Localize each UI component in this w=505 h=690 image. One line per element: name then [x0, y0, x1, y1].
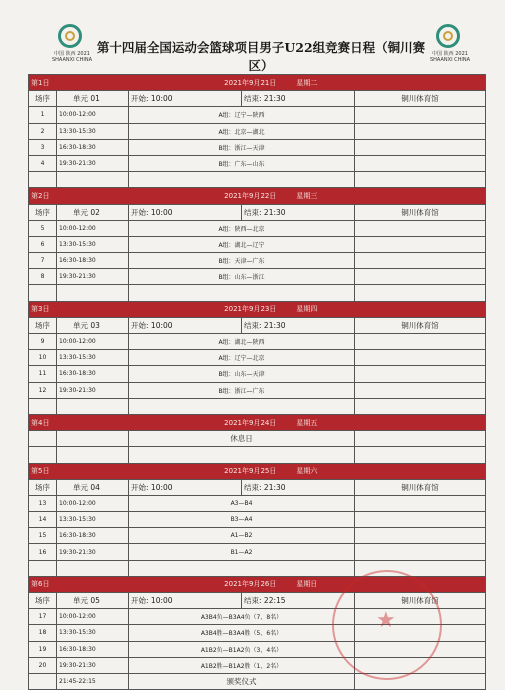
table-cell: B组：浙江—广东: [129, 382, 355, 398]
table-cell: A组：辽宁—陕西: [129, 107, 355, 123]
start-time: 开始: 10:00: [129, 317, 242, 333]
table-cell: B组：天津—广东: [129, 253, 355, 269]
table-cell: 13:30-15:30: [57, 123, 129, 139]
table-cell: 3: [29, 139, 57, 155]
table-row: [29, 123, 486, 139]
unit-label: 单元 05: [57, 593, 129, 609]
table-cell: 场序: [29, 593, 57, 609]
table-cell: [29, 431, 57, 447]
table-row: [29, 495, 486, 511]
table-cell: [355, 673, 486, 689]
table-cell: 4: [29, 155, 57, 171]
venue: 铜川体育馆: [355, 91, 486, 107]
schedule-table: [28, 74, 486, 690]
end-time: 结束: 21:30: [242, 204, 355, 220]
table-cell: A组：湖北—陕西: [129, 334, 355, 350]
unit-row: [29, 317, 486, 333]
table-cell: A3—B4: [129, 495, 355, 511]
table-cell: A组：湖北—辽宁: [129, 236, 355, 252]
table-row: [29, 673, 486, 689]
table-cell: 16:30-18:30: [57, 139, 129, 155]
table-cell: [355, 123, 486, 139]
day-label: 第4日: [29, 414, 57, 430]
table-cell: 13:30-15:30: [57, 350, 129, 366]
table-cell: 场序: [29, 204, 57, 220]
table-cell: 6: [29, 236, 57, 252]
table-cell: [355, 253, 486, 269]
table-cell: 2: [29, 123, 57, 139]
table-row: [29, 155, 486, 171]
day-label: 第2日: [29, 188, 57, 204]
table-cell: [355, 285, 486, 301]
venue: 铜川体育馆: [355, 317, 486, 333]
table-cell: [355, 236, 486, 252]
unit-label: 单元 01: [57, 91, 129, 107]
table-cell: [355, 350, 486, 366]
table-row: [29, 172, 486, 188]
header: [0, 0, 505, 74]
day-header: [29, 188, 486, 204]
table-cell: [355, 512, 486, 528]
day-header: [29, 301, 486, 317]
unit-row: [29, 91, 486, 107]
table-row: [29, 253, 486, 269]
table-row: [29, 609, 486, 625]
table-cell: 10:00-12:00: [57, 334, 129, 350]
table-cell: [29, 398, 57, 414]
venue: 铜川体育馆: [355, 204, 486, 220]
table-row: [29, 641, 486, 657]
table-row: [29, 657, 486, 673]
table-cell: [355, 495, 486, 511]
start-time: 开始: 10:00: [129, 479, 242, 495]
day-date: 2021年9月26日 星期日: [57, 576, 486, 592]
day-date: 2021年9月22日 星期三: [57, 188, 486, 204]
rest-day-row: [29, 431, 486, 447]
table-cell: 19: [29, 641, 57, 657]
table-cell: 19:30-21:30: [57, 382, 129, 398]
table-row: [29, 382, 486, 398]
table-cell: [355, 609, 486, 625]
day-label: 第5日: [29, 463, 57, 479]
table-cell: B组：广东—山东: [129, 155, 355, 171]
day-header: [29, 463, 486, 479]
table-cell: [129, 560, 355, 576]
table-cell: [355, 220, 486, 236]
table-cell: [355, 625, 486, 641]
table-cell: 12: [29, 382, 57, 398]
table-row: [29, 398, 486, 414]
table-cell: A1B2胜—B1A2胜（1、2名）: [129, 657, 355, 673]
table-cell: [355, 447, 486, 463]
table-cell: [355, 398, 486, 414]
table-cell: 10:00-12:00: [57, 495, 129, 511]
table-cell: [29, 447, 57, 463]
table-cell: 9: [29, 334, 57, 350]
table-cell: 16:30-18:30: [57, 641, 129, 657]
start-time: 开始: 10:00: [129, 91, 242, 107]
table-cell: [57, 398, 129, 414]
table-cell: A3B4负—B3A4负（7、8名）: [129, 609, 355, 625]
table-cell: [29, 285, 57, 301]
day-header: [29, 576, 486, 592]
table-cell: [355, 366, 486, 382]
table-cell: 19:30-21:30: [57, 269, 129, 285]
end-time: 结束: 22:15: [242, 593, 355, 609]
table-cell: [355, 382, 486, 398]
table-cell: [57, 560, 129, 576]
unit-label: 单元 04: [57, 479, 129, 495]
table-cell: [129, 398, 355, 414]
day-date: 2021年9月24日 星期五: [57, 414, 486, 430]
end-time: 结束: 21:30: [242, 91, 355, 107]
table-row: [29, 544, 486, 560]
table-cell: A1—B2: [129, 528, 355, 544]
table-cell: [355, 107, 486, 123]
unit-label: 单元 02: [57, 204, 129, 220]
table-cell: 19:30-21:30: [57, 544, 129, 560]
start-time: 开始: 10:00: [129, 593, 242, 609]
table-cell: [129, 447, 355, 463]
table-cell: B1—A2: [129, 544, 355, 560]
table-cell: 1: [29, 107, 57, 123]
table-cell: [57, 285, 129, 301]
table-row: [29, 350, 486, 366]
day-header: [29, 75, 486, 91]
table-cell: 16: [29, 544, 57, 560]
table-cell: [355, 139, 486, 155]
table-cell: [57, 172, 129, 188]
table-cell: A组：辽宁—北京: [129, 350, 355, 366]
table-cell: 16:30-18:30: [57, 366, 129, 382]
rest-day-label: 休息日: [129, 431, 355, 447]
table-cell: 21:45-22:15: [57, 673, 129, 689]
venue: 铜川体育馆: [355, 593, 486, 609]
table-cell: 19:30-21:30: [57, 155, 129, 171]
table-row: [29, 366, 486, 382]
table-row: [29, 269, 486, 285]
table-cell: 10: [29, 350, 57, 366]
table-cell: 14: [29, 512, 57, 528]
table-cell: 16:30-18:30: [57, 528, 129, 544]
table-cell: 16:30-18:30: [57, 253, 129, 269]
ceremony-label: 颁奖仪式: [129, 673, 355, 689]
table-cell: B组：山东—天津: [129, 366, 355, 382]
table-cell: 11: [29, 366, 57, 382]
table-row: [29, 447, 486, 463]
day-header: [29, 414, 486, 430]
table-cell: [355, 641, 486, 657]
table-cell: 场序: [29, 317, 57, 333]
table-cell: 13:30-15:30: [57, 512, 129, 528]
table-cell: [57, 431, 129, 447]
table-row: [29, 334, 486, 350]
table-cell: [29, 560, 57, 576]
table-cell: B3—A4: [129, 512, 355, 528]
table-cell: 8: [29, 269, 57, 285]
table-cell: [29, 673, 57, 689]
table-cell: [355, 657, 486, 673]
table-row: [29, 107, 486, 123]
end-time: 结束: 21:30: [242, 479, 355, 495]
table-cell: [355, 560, 486, 576]
day-date: 2021年9月23日 星期四: [57, 301, 486, 317]
table-row: [29, 528, 486, 544]
table-cell: B组：山东—浙江: [129, 269, 355, 285]
table-cell: A组：北京—湖北: [129, 123, 355, 139]
venue: 铜川体育馆: [355, 479, 486, 495]
day-label: 第6日: [29, 576, 57, 592]
page-title: 第十四届全国运动会篮球项目男子U22组竞赛日程（铜川赛区）: [96, 40, 426, 73]
table-cell: 15: [29, 528, 57, 544]
table-cell: 13:30-15:30: [57, 236, 129, 252]
table-cell: 5: [29, 220, 57, 236]
table-row: [29, 139, 486, 155]
table-cell: 18: [29, 625, 57, 641]
unit-label: 单元 03: [57, 317, 129, 333]
day-label: 第3日: [29, 301, 57, 317]
table-cell: [355, 172, 486, 188]
games-logo-icon: 中国 陕西 2021 SHAANXI CHINA: [428, 24, 472, 68]
table-cell: [355, 334, 486, 350]
table-cell: 20: [29, 657, 57, 673]
table-cell: 场序: [29, 479, 57, 495]
table-cell: 7: [29, 253, 57, 269]
table-cell: [355, 528, 486, 544]
table-cell: A组：陕西—北京: [129, 220, 355, 236]
table-cell: [355, 544, 486, 560]
table-cell: 17: [29, 609, 57, 625]
unit-row: [29, 479, 486, 495]
table-cell: 13:30-15:30: [57, 625, 129, 641]
table-row: [29, 220, 486, 236]
start-time: 开始: 10:00: [129, 204, 242, 220]
table-row: [29, 625, 486, 641]
table-cell: A1B2负—B1A2负（3、4名）: [129, 641, 355, 657]
end-time: 结束: 21:30: [242, 317, 355, 333]
table-cell: B组：浙江—天津: [129, 139, 355, 155]
table-cell: [29, 172, 57, 188]
table-row: [29, 236, 486, 252]
unit-row: [29, 593, 486, 609]
games-logo-icon: 中国 陕西 2021 SHAANXI CHINA: [50, 24, 94, 68]
unit-row: [29, 204, 486, 220]
table-row: [29, 285, 486, 301]
table-row: [29, 560, 486, 576]
table-cell: 场序: [29, 91, 57, 107]
table-cell: [355, 269, 486, 285]
table-cell: [355, 431, 486, 447]
table-row: [29, 512, 486, 528]
table-cell: [129, 172, 355, 188]
table-cell: 10:00-12:00: [57, 220, 129, 236]
day-date: 2021年9月21日 星期二: [57, 75, 486, 91]
table-cell: A3B4胜—B3A4胜（5、6名）: [129, 625, 355, 641]
table-cell: [129, 285, 355, 301]
table-cell: 10:00-12:00: [57, 609, 129, 625]
table-cell: 13: [29, 495, 57, 511]
day-date: 2021年9月25日 星期六: [57, 463, 486, 479]
table-cell: [355, 155, 486, 171]
table-cell: 19:30-21:30: [57, 657, 129, 673]
day-label: 第1日: [29, 75, 57, 91]
table-cell: 10:00-12:00: [57, 107, 129, 123]
table-cell: [57, 447, 129, 463]
